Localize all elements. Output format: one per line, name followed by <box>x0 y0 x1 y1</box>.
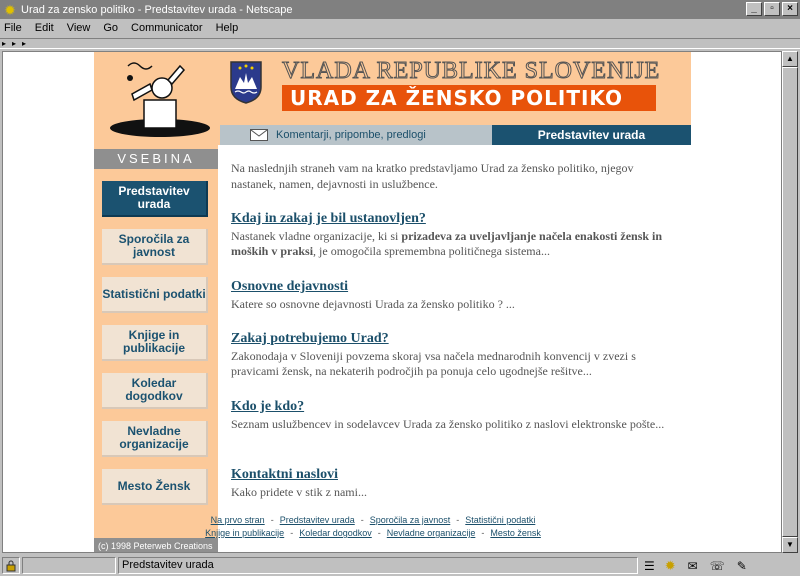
composer-icon[interactable]: ✎ <box>736 558 747 573</box>
section-summary: Kako pridete v stik z nami... <box>231 485 367 499</box>
footer-link-na-prvo-stran[interactable]: Na prvo stran <box>210 515 265 525</box>
footer-row <box>153 527 593 540</box>
section-title-link[interactable]: Zakaj potrebujemo Urad? <box>231 331 389 346</box>
sidebar-item-statisticni-podatki[interactable]: Statistični podatki <box>102 277 208 313</box>
scroll-up-button[interactable]: ▲ <box>782 51 798 67</box>
section-title-link[interactable]: Kdo je kdo? <box>231 399 305 414</box>
main-content <box>231 160 681 499</box>
footer-separator: - <box>360 515 364 525</box>
summary-bold-text: prizadeva za uveljavljanje načela enakosti žensk in moških v praksi <box>231 229 663 258</box>
footer-link-statisticni-podatki[interactable]: Statistični podatki <box>465 515 536 525</box>
page-viewport <box>2 51 782 553</box>
section-zakaj-potrebujemo-urad <box>231 331 681 379</box>
minimize-button[interactable]: _ <box>746 2 762 16</box>
footer-link-knjige-in-publikacije[interactable]: Knjige in publikacije <box>205 528 285 538</box>
menu-file[interactable]: File <box>4 22 22 34</box>
section-title-link[interactable]: Kdaj in zakaj je bil ustanovljen? <box>231 211 426 226</box>
section-kdaj-in-zakaj <box>231 211 681 259</box>
banner-link-bar <box>220 125 691 145</box>
summary-text: Nastanek vladne organizacije, ki si <box>231 229 402 243</box>
intro-text: Na naslednjih straneh vam na kratko predstavljamo Urad za žensko politiko, njegov nastanek, namen, dejavnosti in uslužbence. <box>231 161 634 191</box>
footer-link-mesto-zensk[interactable]: Mesto žensk <box>490 528 541 538</box>
menubar <box>0 19 800 37</box>
window-titlebar <box>0 0 800 19</box>
mail-icon[interactable]: ✉ <box>687 558 698 573</box>
security-lock-icon[interactable] <box>2 557 20 574</box>
sidebar <box>94 145 218 553</box>
toolbar-grip-icon[interactable]: ▸ <box>12 39 17 48</box>
section-summary: Katere so osnovne dejavnosti Urada za žensko politiko ? ... <box>231 297 515 311</box>
speaker-mascot-icon <box>106 58 214 138</box>
footer-separator: - <box>270 515 274 525</box>
window-controls <box>746 2 798 16</box>
status-text: Predstavitev urada <box>118 557 638 574</box>
scroll-down-button[interactable]: ▼ <box>782 537 798 553</box>
banner-government-title: VLADA REPUBLIKE SLOVENIJE <box>282 58 661 84</box>
section-title-link[interactable]: Osnovne dejavnosti <box>231 279 349 294</box>
footer-row <box>153 514 593 527</box>
sidebar-item-knjige-in-publikacije[interactable]: Knjige in publikacije <box>102 325 208 361</box>
window-title: Urad za zensko politiko - Predstavitev urada - Netscape <box>21 3 293 16</box>
footer-link-nevladne-organizacije[interactable]: Nevladne organizacije <box>386 528 476 538</box>
section-title-link[interactable]: Kontaktni naslovi <box>231 467 338 482</box>
footer-separator: - <box>456 515 460 525</box>
menu-help[interactable]: Help <box>215 22 239 34</box>
vertical-scrollbar[interactable] <box>782 51 798 553</box>
menu-go[interactable]: Go <box>103 22 119 34</box>
section-summary: Zakonodaja v Sloveniji povzema skoraj vsa načela mednarodnih konvencij v zvezi s pravicami žensk, na nekaterih področjih pa ponuja celo ugodnejše rešitve... <box>231 349 636 378</box>
sidebar-item-predstavitev-urada[interactable]: Predstavitev urada <box>102 181 208 217</box>
envelope-icon[interactable] <box>250 129 268 141</box>
discussions-icon[interactable]: ☏ <box>709 558 725 573</box>
current-section-tab: Predstavitev urada <box>492 125 691 145</box>
toolbar-grip-icon[interactable]: ▸ <box>2 39 7 48</box>
collapsed-toolbars <box>0 38 800 49</box>
menu-view[interactable]: View <box>66 22 91 34</box>
site-banner <box>94 52 691 145</box>
section-kontaktni-naslovi <box>231 467 681 500</box>
menu-edit[interactable]: Edit <box>34 22 54 34</box>
scroll-thumb[interactable] <box>782 67 798 537</box>
footer-link-predstavitev-urada[interactable]: Predstavitev urada <box>279 515 355 525</box>
sidebar-header: VSEBINA <box>94 149 218 169</box>
navigator-icon[interactable]: ✹ <box>664 557 676 573</box>
netscape-icon: ✹ <box>4 1 16 18</box>
section-kdo-je-kdo <box>231 399 681 432</box>
footer-separator: - <box>290 528 294 538</box>
footer-link-koledar-dogodkov[interactable]: Koledar dogodkov <box>299 528 372 538</box>
slovenia-crest-icon <box>228 59 264 105</box>
footer-nav <box>153 514 593 540</box>
close-button[interactable]: × <box>782 2 798 16</box>
sidebar-item-koledar-dogodkov[interactable]: Koledar dogodkov <box>102 373 208 409</box>
sidebar-item-mesto-zensk[interactable]: Mesto Žensk <box>102 469 208 505</box>
sidebar-item-nevladne-organizacije[interactable]: Nevladne organizacije <box>102 421 208 457</box>
menu-communicator[interactable]: Communicator <box>131 22 203 34</box>
toolbar-grip-icon[interactable]: ▸ <box>22 39 27 48</box>
footer-separator: - <box>377 528 381 538</box>
sidebar-item-sporocila-za-javnost[interactable]: Sporočila za javnost <box>102 229 208 265</box>
feedback-link[interactable]: Komentarji, pripombe, predlogi <box>276 129 426 141</box>
tray-icon[interactable]: ☰ <box>644 558 655 573</box>
section-osnovne-dejavnosti <box>231 279 681 312</box>
copyright-notice: (c) 1998 Peterweb Creations <box>94 538 218 553</box>
section-summary: Seznam uslužbencev in sodelavcev Urada za žensko politiko z naslovi elektronske pošte... <box>231 417 665 431</box>
section-summary <box>231 229 681 259</box>
maximize-button[interactable]: ▫ <box>764 2 780 16</box>
summary-text: , je omogočila spremembna političnega sistema... <box>313 244 550 258</box>
footer-link-sporocila-za-javnost[interactable]: Sporočila za javnost <box>369 515 451 525</box>
footer-separator: - <box>481 528 485 538</box>
banner-office-title: URAD ZA ŽENSKO POLITIKO <box>282 85 656 111</box>
progress-field <box>22 557 116 574</box>
statusbar <box>0 555 800 576</box>
